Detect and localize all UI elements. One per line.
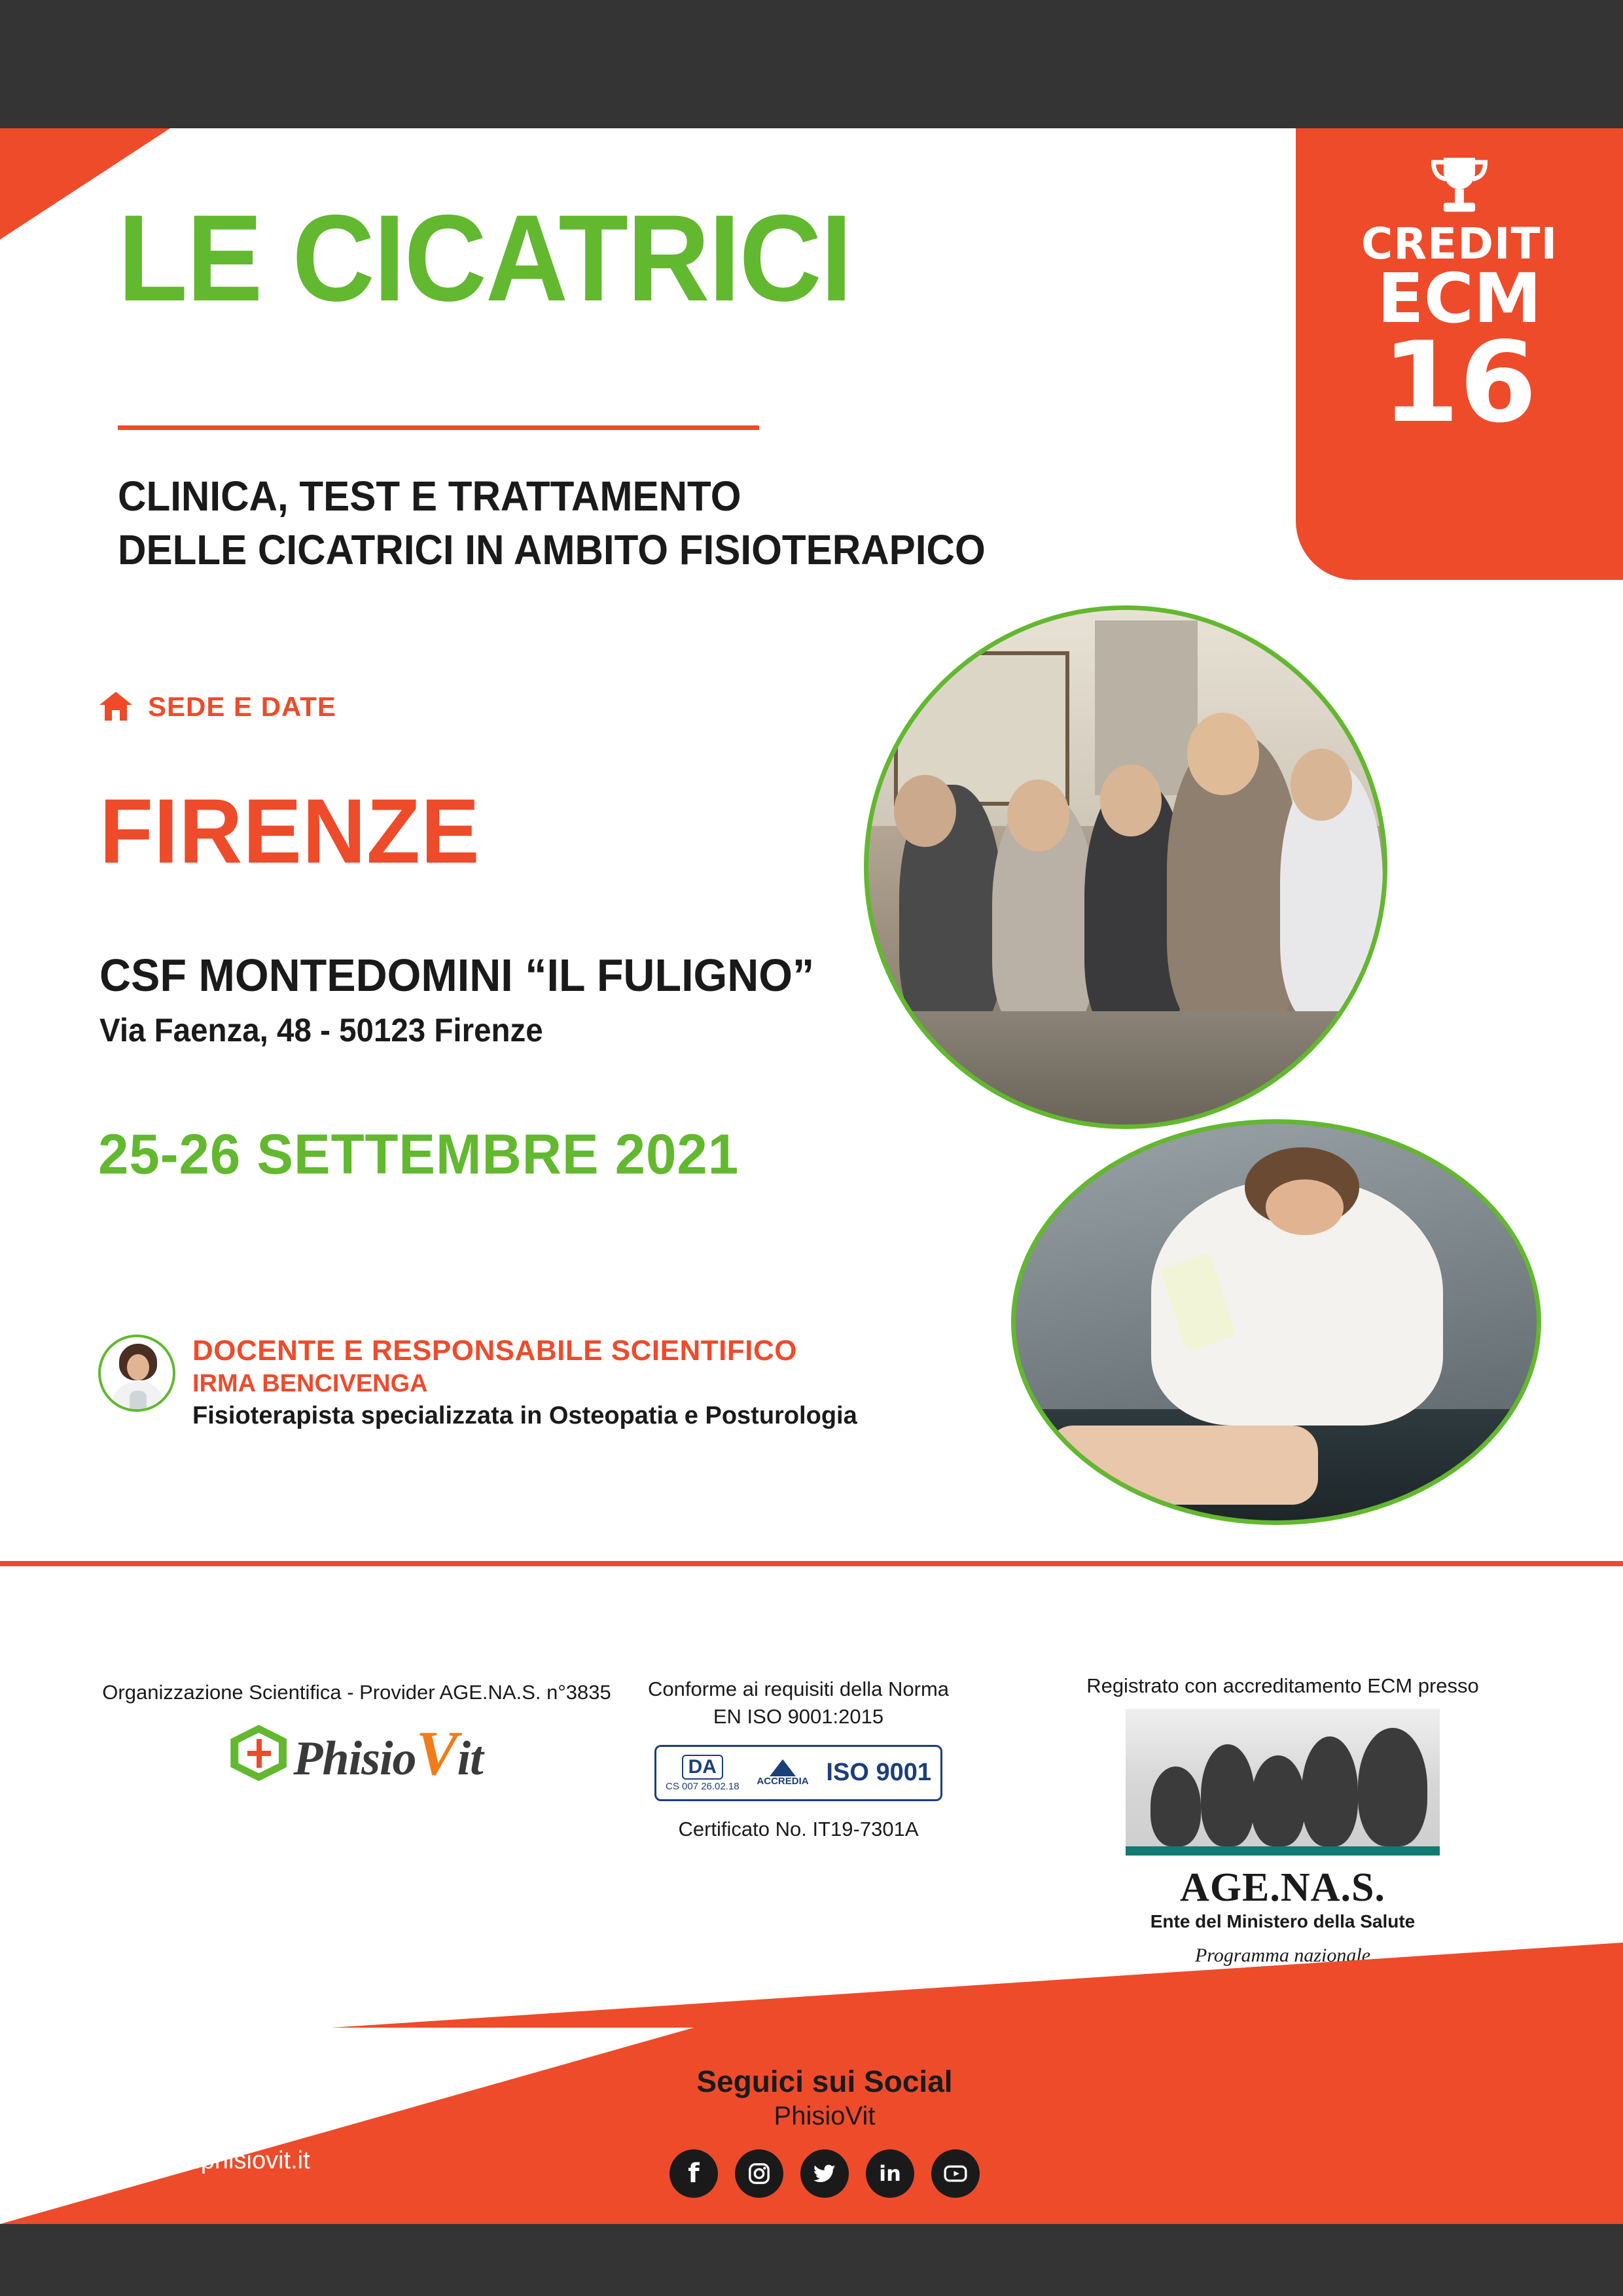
agenas-name: AGE.NA.S.	[1180, 1865, 1385, 1910]
venue-address: Via Faenza, 48 - 50123 Firenze	[99, 1012, 543, 1049]
iso-credential	[612, 1676, 985, 1843]
section-divider	[0, 1561, 1623, 1566]
da-label: DA	[682, 1755, 723, 1780]
provider-caption: Organizzazione Scientifica - Provider AGE.NA.S. n°3835	[102, 1681, 611, 1704]
bottom-dark-bar	[0, 2224, 1623, 2296]
email-address: info@phisiovit.it	[141, 2111, 316, 2138]
iso-badge	[654, 1745, 942, 1801]
contact-website[interactable]	[98, 2147, 316, 2175]
accredia-triangle-icon	[770, 1759, 796, 1776]
contact-info	[98, 2034, 316, 2175]
agenas-credential	[1021, 1672, 1544, 1994]
phisiovit-word-it: it	[457, 1731, 483, 1785]
phisiovit-word-v: V	[416, 1717, 457, 1788]
social-icons	[641, 2149, 1008, 2198]
teacher-qualification: Fisioterapista specializzata in Osteopatia e Posturologia	[192, 1401, 857, 1429]
ecm-label: ECM	[1377, 259, 1542, 338]
facebook-icon[interactable]: f	[669, 2149, 718, 2198]
trophy-icon	[1423, 153, 1495, 219]
accredia-mark	[757, 1759, 808, 1787]
globe-icon	[98, 2147, 127, 2175]
home-icon	[98, 691, 134, 723]
teacher-role-title: DOCENTE E RESPONSABILE SCIENTIFICO	[192, 1335, 797, 1367]
agenas-subtitle: Ente del Ministero della Salute	[1150, 1910, 1416, 1931]
iso-caption-line-1: Conforme ai requisiti della Norma	[647, 1677, 950, 1700]
top-dark-bar	[0, 0, 1623, 128]
contact-email[interactable]	[98, 2111, 316, 2139]
phisiovit-wordmark	[293, 1717, 482, 1789]
teacher-block	[98, 1332, 857, 1432]
da-sublabel: CS 007 26.02.18	[666, 1780, 740, 1792]
venue-name: CSF MONTEDOMINI “IL FULIGNO”	[99, 950, 815, 1001]
teacher-name: IRMA BENCIVENGA	[192, 1369, 428, 1397]
photo-course-group	[864, 605, 1387, 1129]
agenas-program-line-1: Programma nazionale	[1194, 1944, 1371, 1966]
accredia-label: ACCREDIA	[757, 1775, 809, 1787]
twitter-icon[interactable]	[800, 2149, 849, 2198]
social-handle: PhisioVit	[774, 2102, 876, 2130]
linkedin-icon[interactable]: in	[866, 2149, 914, 2198]
avatar	[98, 1335, 175, 1412]
social-section	[641, 2064, 1008, 2198]
agenas-caption: Registrato con accreditamento ECM presso	[1086, 1674, 1479, 1697]
subtitle	[118, 470, 986, 577]
phisiovit-logo	[98, 1717, 615, 1789]
iso-certificate-number: Certificato No. IT19-7301A	[678, 1817, 919, 1840]
da-mark	[666, 1755, 740, 1791]
iso-9001-label: ISO 9001	[826, 1759, 931, 1787]
phone-icon	[98, 2075, 127, 2103]
agenas-teal-bar	[1126, 1846, 1440, 1856]
info-title: Info	[98, 2034, 151, 2066]
venue-section-label: SEDE E DATE	[148, 691, 336, 722]
photo-treatment-demo	[1011, 1119, 1541, 1525]
page-title: LE CICATRICI	[118, 189, 851, 327]
title-rule	[118, 425, 759, 430]
venue-city: FIRENZE	[99, 780, 480, 882]
phone-number: 338 10 83 545	[141, 2075, 301, 2102]
provider-credential	[98, 1679, 615, 1789]
event-dates: 25-26 SETTEMBRE 2021	[98, 1123, 740, 1186]
ecm-crediti-label: CREDITI	[1361, 219, 1558, 269]
subtitle-line-2: DELLE CICATRICI IN AMBITO FISIOTERAPICO	[118, 526, 986, 573]
subtitle-line-1: CLINICA, TEST E TRATTAMENTO	[118, 473, 741, 520]
ecm-credits-content	[1296, 128, 1623, 580]
website-url: www.phisiovit.it	[141, 2147, 310, 2174]
iso-caption-line-2: EN ISO 9001:2015	[713, 1704, 884, 1728]
youtube-icon[interactable]	[931, 2149, 980, 2198]
instagram-icon[interactable]	[735, 2149, 783, 2198]
envelope-icon	[98, 2111, 127, 2139]
social-title: Seguici sui Social	[696, 2064, 953, 2098]
phisiovit-word-p: Phisio	[293, 1731, 416, 1785]
phisiovit-hex-icon	[230, 1725, 287, 1781]
venue-section-header	[98, 691, 336, 723]
contact-phone[interactable]	[98, 2075, 316, 2103]
agenas-illustration	[1126, 1709, 1440, 1846]
ecm-number: 16	[1382, 318, 1537, 448]
